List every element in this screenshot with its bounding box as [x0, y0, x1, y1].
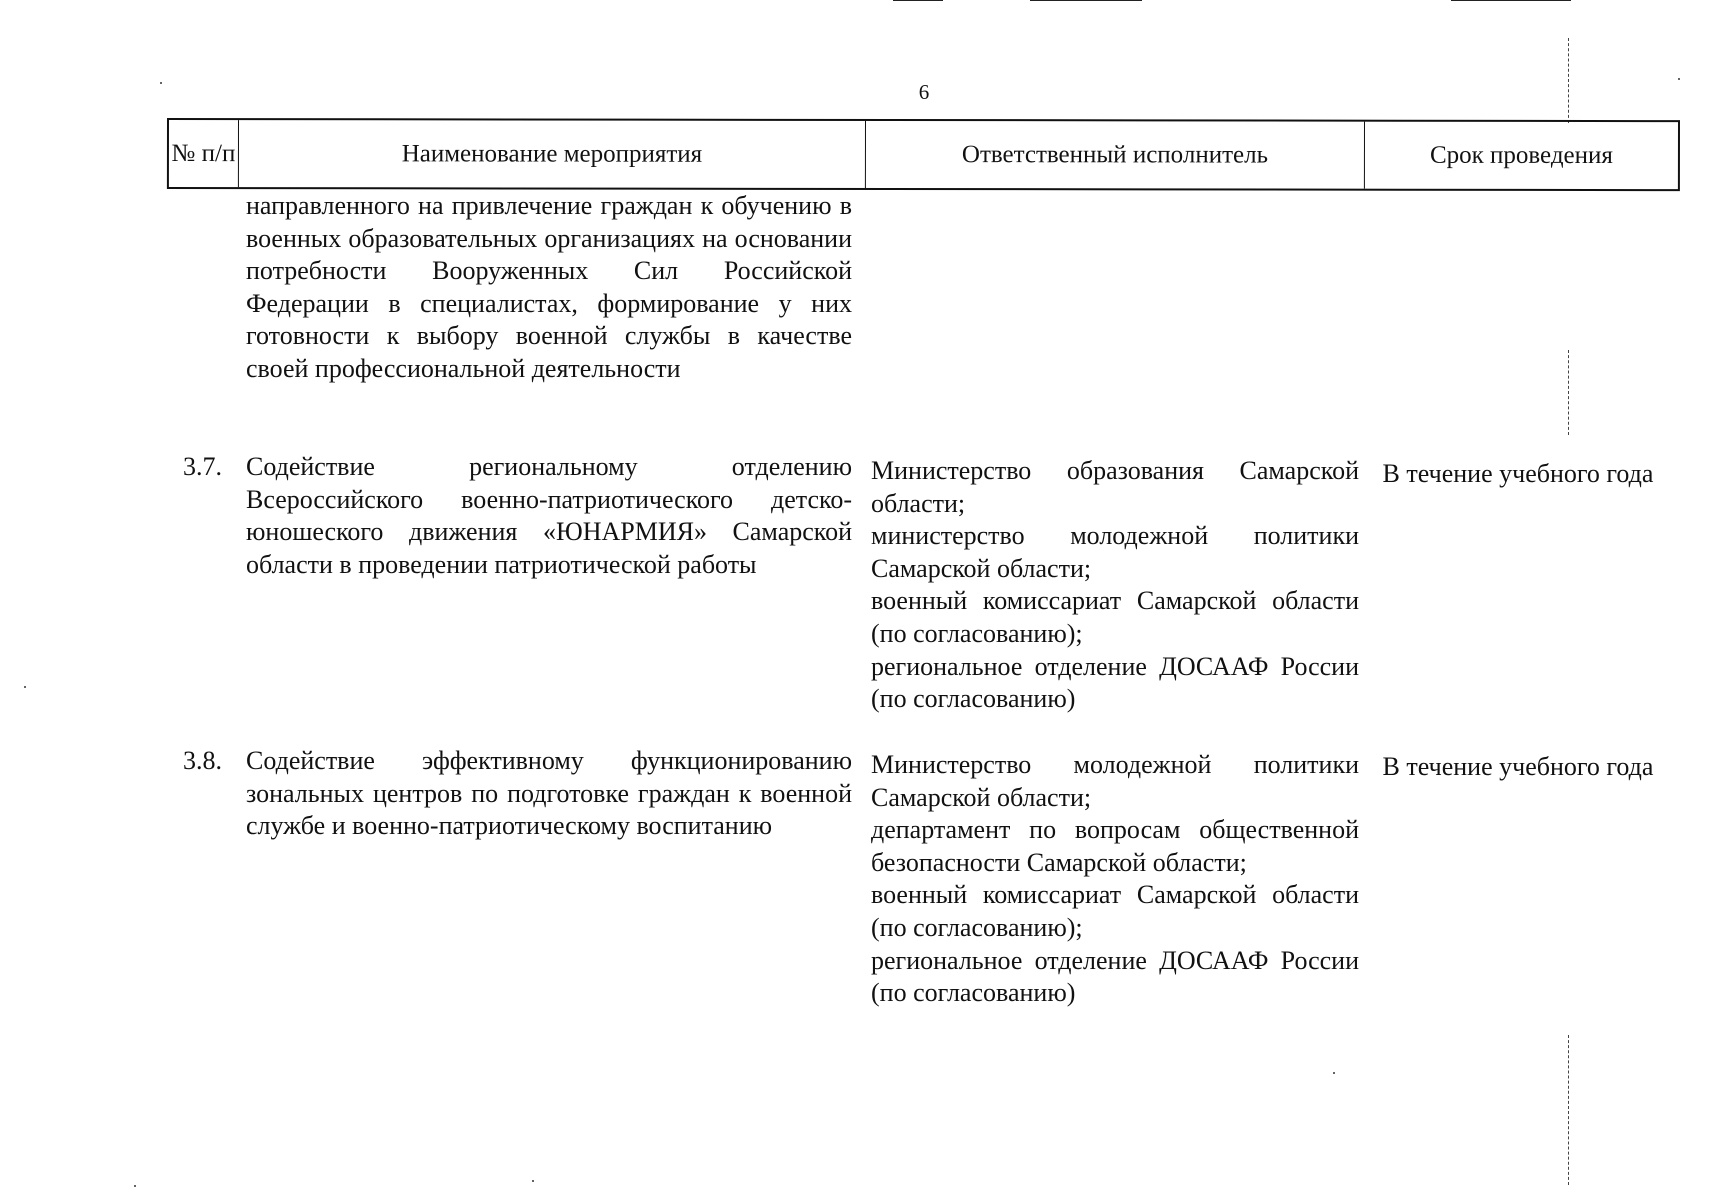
scan-edge-line [1451, 0, 1571, 1]
responsible-line: военный комиссариат Самарской области (по согласованию); [871, 586, 1359, 648]
row-responsible [871, 749, 1359, 1010]
row-name: Содействие региональному отделению Всероссийского военно-патриотического детско-юношеского движения «ЮНАРМИЯ» Самарской области в проведении патриотической работы [246, 452, 852, 579]
row-responsible [871, 455, 1359, 716]
scan-speck [134, 1185, 136, 1187]
continuation-name: направленного на привлечение граждан к обучению в военных образовательных организациях на основании потребности Вооруженных Сил Российской Федерации в специалистах, формирование у них готовности к выбору военной службы в качестве своей профессиональной деятельности [246, 191, 852, 383]
scan-fold-line [1568, 350, 1569, 435]
row-term: В течение учебного года [1382, 752, 1654, 781]
page-number: 6 [918, 80, 930, 104]
row-name: Содействие эффективному функционированию зональных центров по подготовке граждан к военной службе и военно-патриотическому воспитанию [246, 746, 852, 841]
row-number: 3.8. [183, 746, 222, 775]
scan-edge-line [893, 0, 943, 1]
responsible-line: министерство молодежной политики Самарской области; [871, 521, 1359, 583]
scan-speck [1333, 1072, 1335, 1074]
scan-speck [24, 686, 26, 688]
header-responsible: Ответственный исполнитель [866, 121, 1365, 189]
responsible-line: региональное отделение ДОСААФ России (по согласованию) [871, 651, 1359, 714]
responsible-line: Министерство образования Самарской области; [871, 456, 1359, 518]
responsible-line: департамент по вопросам общественной безопасности Самарской области; [871, 815, 1359, 877]
row-number: 3.7. [183, 452, 222, 481]
table-header [167, 118, 1680, 191]
responsible-line: Министерство молодежной политики Самарской области; [871, 750, 1359, 812]
responsible-line: военный комиссариат Самарской области (по согласованию); [871, 880, 1359, 942]
row-term: В течение учебного года [1382, 459, 1654, 488]
header-num: № п/п [169, 120, 239, 187]
header-term: Срок проведения [1429, 141, 1613, 170]
responsible-line: региональное отделение ДОСААФ России (по согласованию) [871, 945, 1359, 1008]
header-name: Наименование мероприятия [239, 120, 866, 188]
scan-speck [532, 1180, 534, 1182]
scan-fold-line [1568, 1035, 1569, 1185]
scan-edge-line [1030, 0, 1142, 1]
